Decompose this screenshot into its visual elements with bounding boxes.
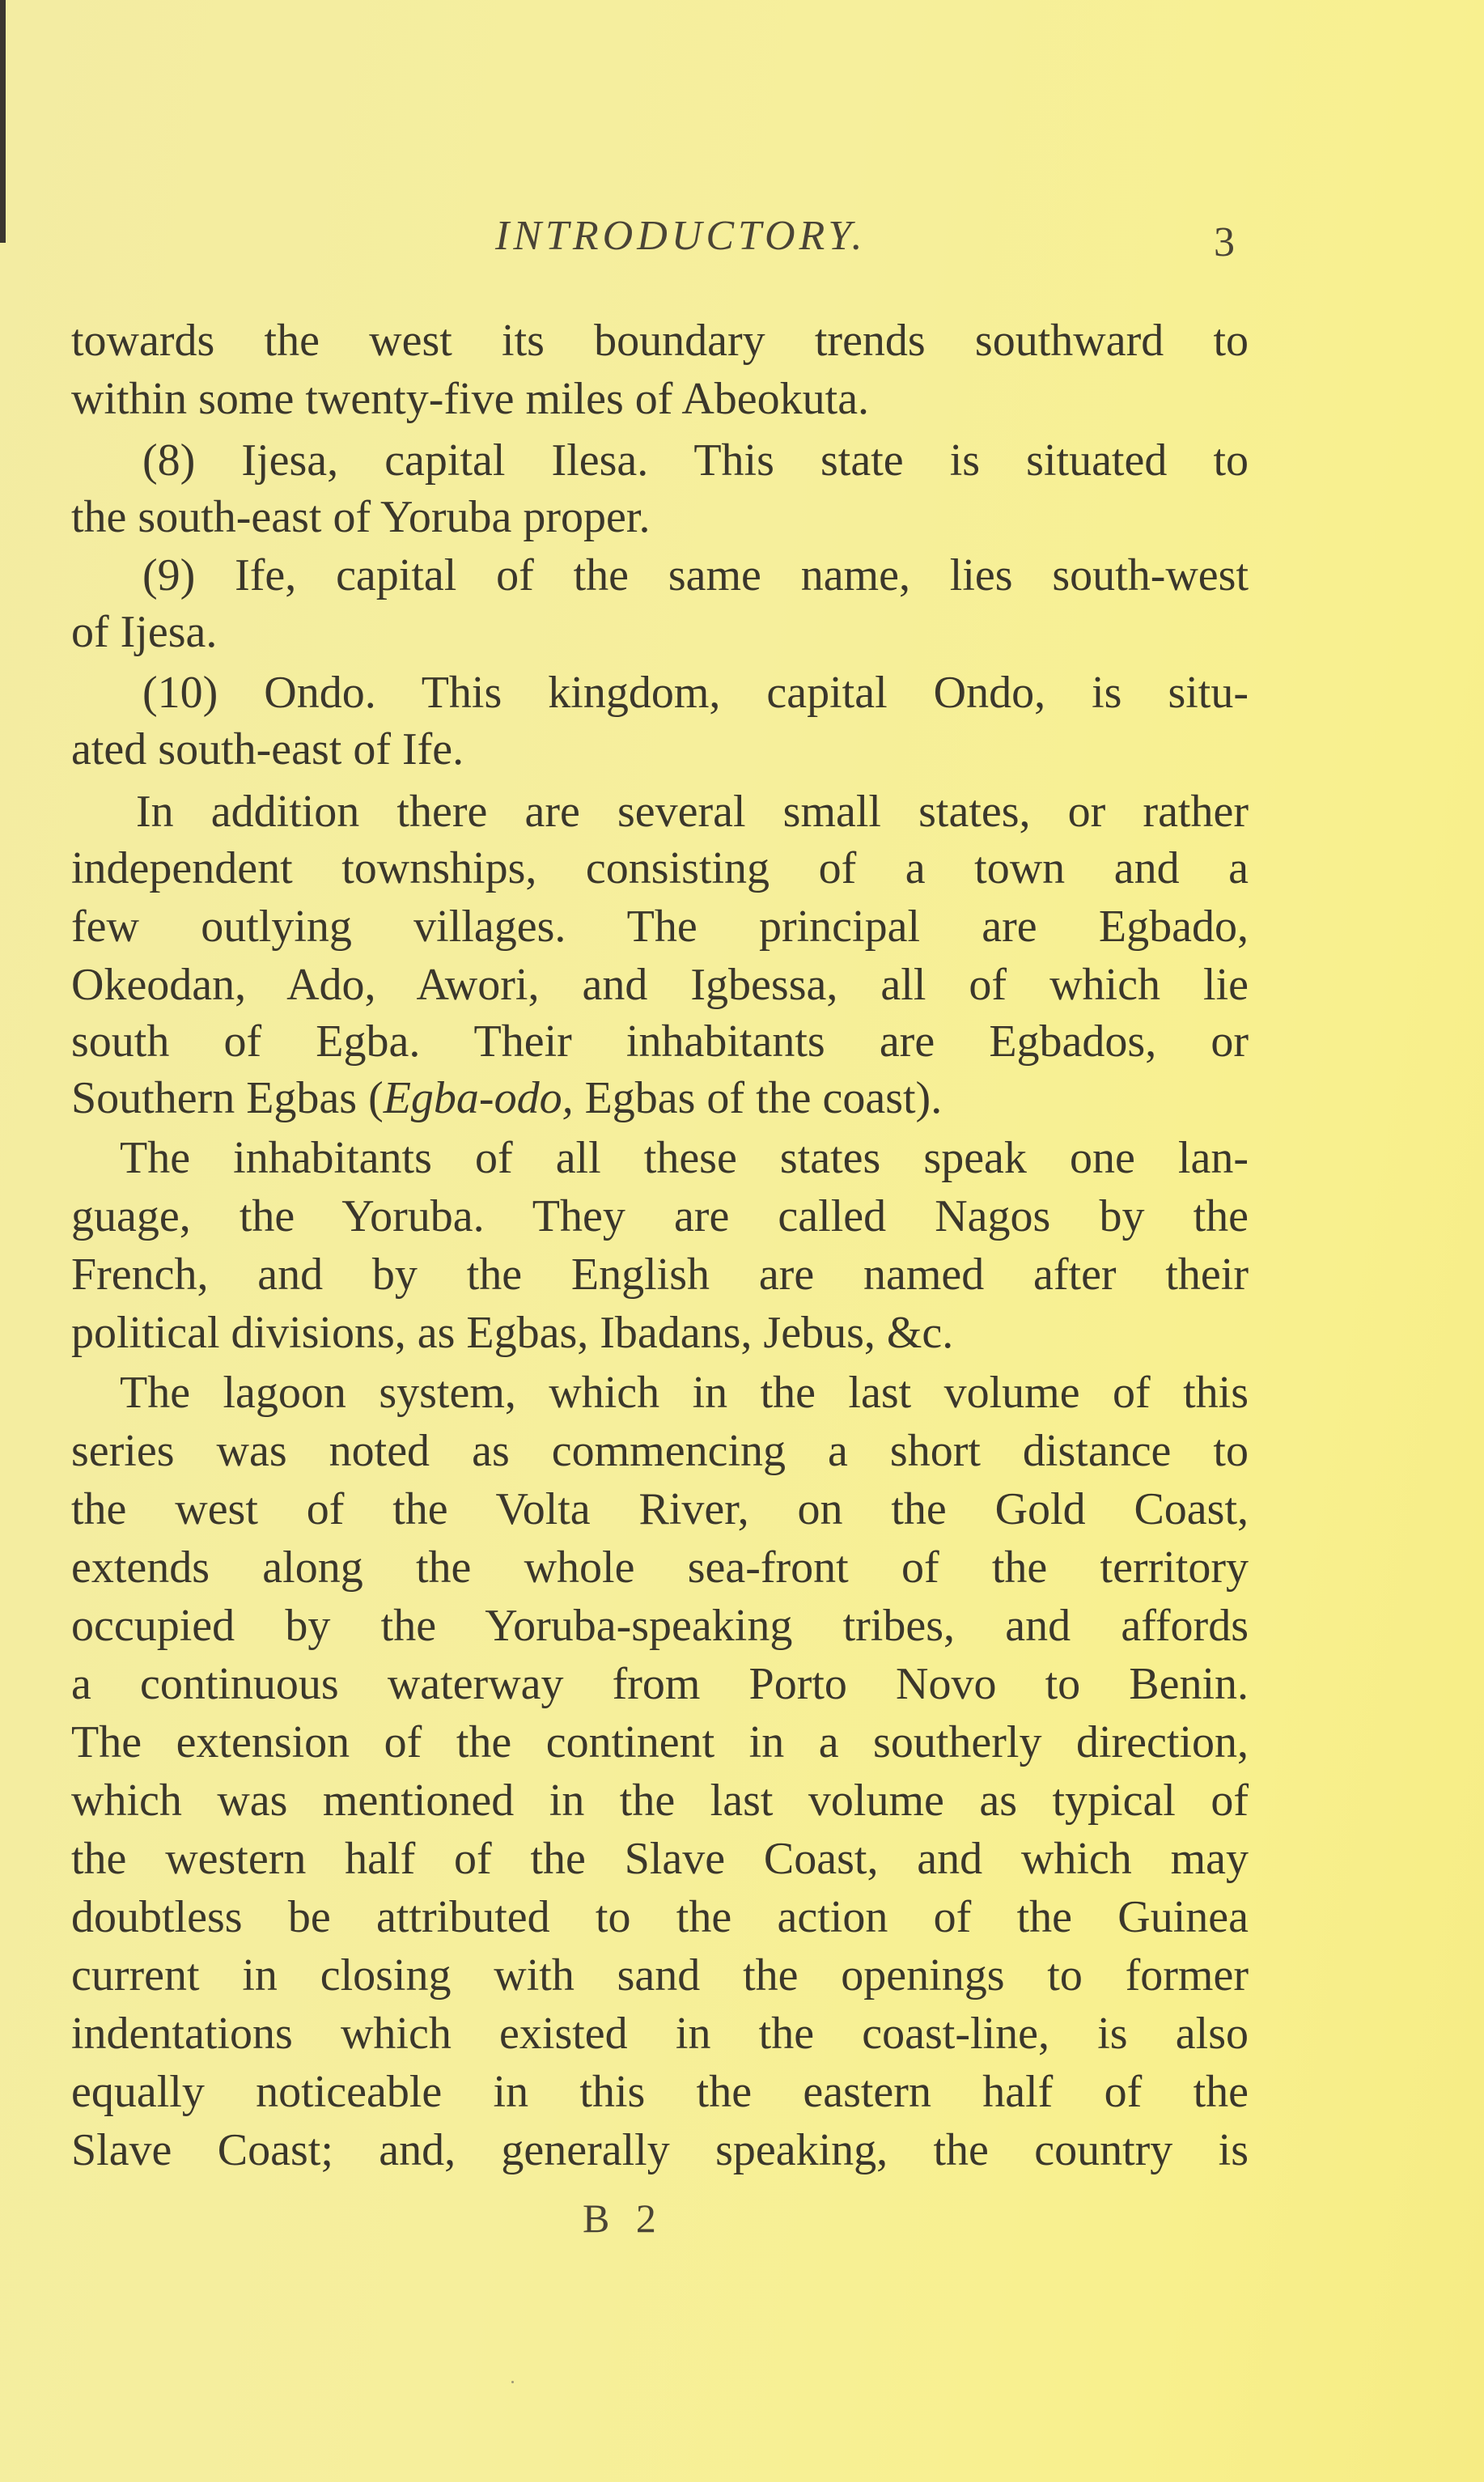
text-line: guage, the Yoruba. They are called Nagos by the	[71, 1191, 1249, 1241]
text-line: extends along the whole sea-front of the territory	[71, 1542, 1249, 1593]
running-title: INTRODUCTORY.	[495, 213, 867, 259]
text-line: series was noted as commencing a short distance to	[71, 1426, 1249, 1476]
text-line: the south-east of Yoruba proper.	[71, 492, 651, 542]
text-line: towards the west its boundary trends southward to	[71, 316, 1249, 366]
text-line: the western half of the Slave Coast, and which may	[71, 1834, 1249, 1884]
text-line: The extension of the continent in a southerly direction,	[71, 1717, 1249, 1767]
text-line: In addition there are several small states, or rather	[136, 787, 1249, 837]
text-line: political divisions, as Egbas, Ibadans, Jebus, &c.	[71, 1308, 954, 1358]
page-number: 3	[1214, 219, 1235, 265]
paper-speck	[511, 2381, 514, 2383]
running-head	[0, 212, 1484, 277]
text-line: which was mentioned in the last volume as typical of	[71, 1776, 1249, 1826]
text-line: of Ijesa.	[71, 607, 218, 657]
text-line: few outlying villages. The principal are Egbado,	[71, 902, 1249, 952]
text-run: Egbas of the coast).	[573, 1073, 943, 1123]
text-line: The inhabitants of all these states speak one lan-	[120, 1133, 1249, 1183]
text-line: current in closing with sand the openings to former	[71, 1950, 1249, 2000]
page-edge-rule	[0, 0, 6, 243]
text-line: indentations which existed in the coast-line, is also	[71, 2009, 1249, 2059]
text-line: (10) Ondo. This kingdom, capital Ondo, is situ-	[142, 668, 1249, 718]
text-line: The lagoon system, which in the last volume of this	[120, 1368, 1249, 1418]
text-line: the west of the Volta River, on the Gold Coast,	[71, 1484, 1249, 1534]
text-line: a continuous waterway from Porto Novo to Benin.	[71, 1659, 1249, 1709]
text-line: Okeodan, Ado, Awori, and Igbessa, all of which lie	[71, 960, 1249, 1010]
text-line: ated south-east of Ife.	[71, 724, 464, 774]
text-line	[71, 1069, 1249, 1127]
text-run: Southern Egbas (	[71, 1073, 384, 1123]
text-line: south of Egba. Their inhabitants are Egbados, or	[71, 1016, 1249, 1067]
text-line: French, and by the English are named after their	[71, 1249, 1249, 1300]
signature-mark: B 2	[583, 2196, 664, 2241]
text-line: Slave Coast; and, generally speaking, the country is	[71, 2125, 1249, 2175]
text-line: within some twenty-five miles of Abeokuta.	[71, 374, 870, 424]
body-text	[71, 312, 1249, 2254]
text-line: equally noticeable in this the eastern half of the	[71, 2067, 1249, 2117]
text-line: occupied by the Yoruba-speaking tribes, and affords	[71, 1601, 1249, 1651]
text-line: doubtless be attributed to the action of the Guinea	[71, 1892, 1249, 1942]
text-line: independent townships, consisting of a town and a	[71, 843, 1249, 893]
text-line: (8) Ijesa, capital Ilesa. This state is situated to	[142, 435, 1249, 486]
italic-term: Egba-odo,	[383, 1073, 574, 1123]
text-line: (9) Ife, capital of the same name, lies south-west	[142, 550, 1249, 600]
